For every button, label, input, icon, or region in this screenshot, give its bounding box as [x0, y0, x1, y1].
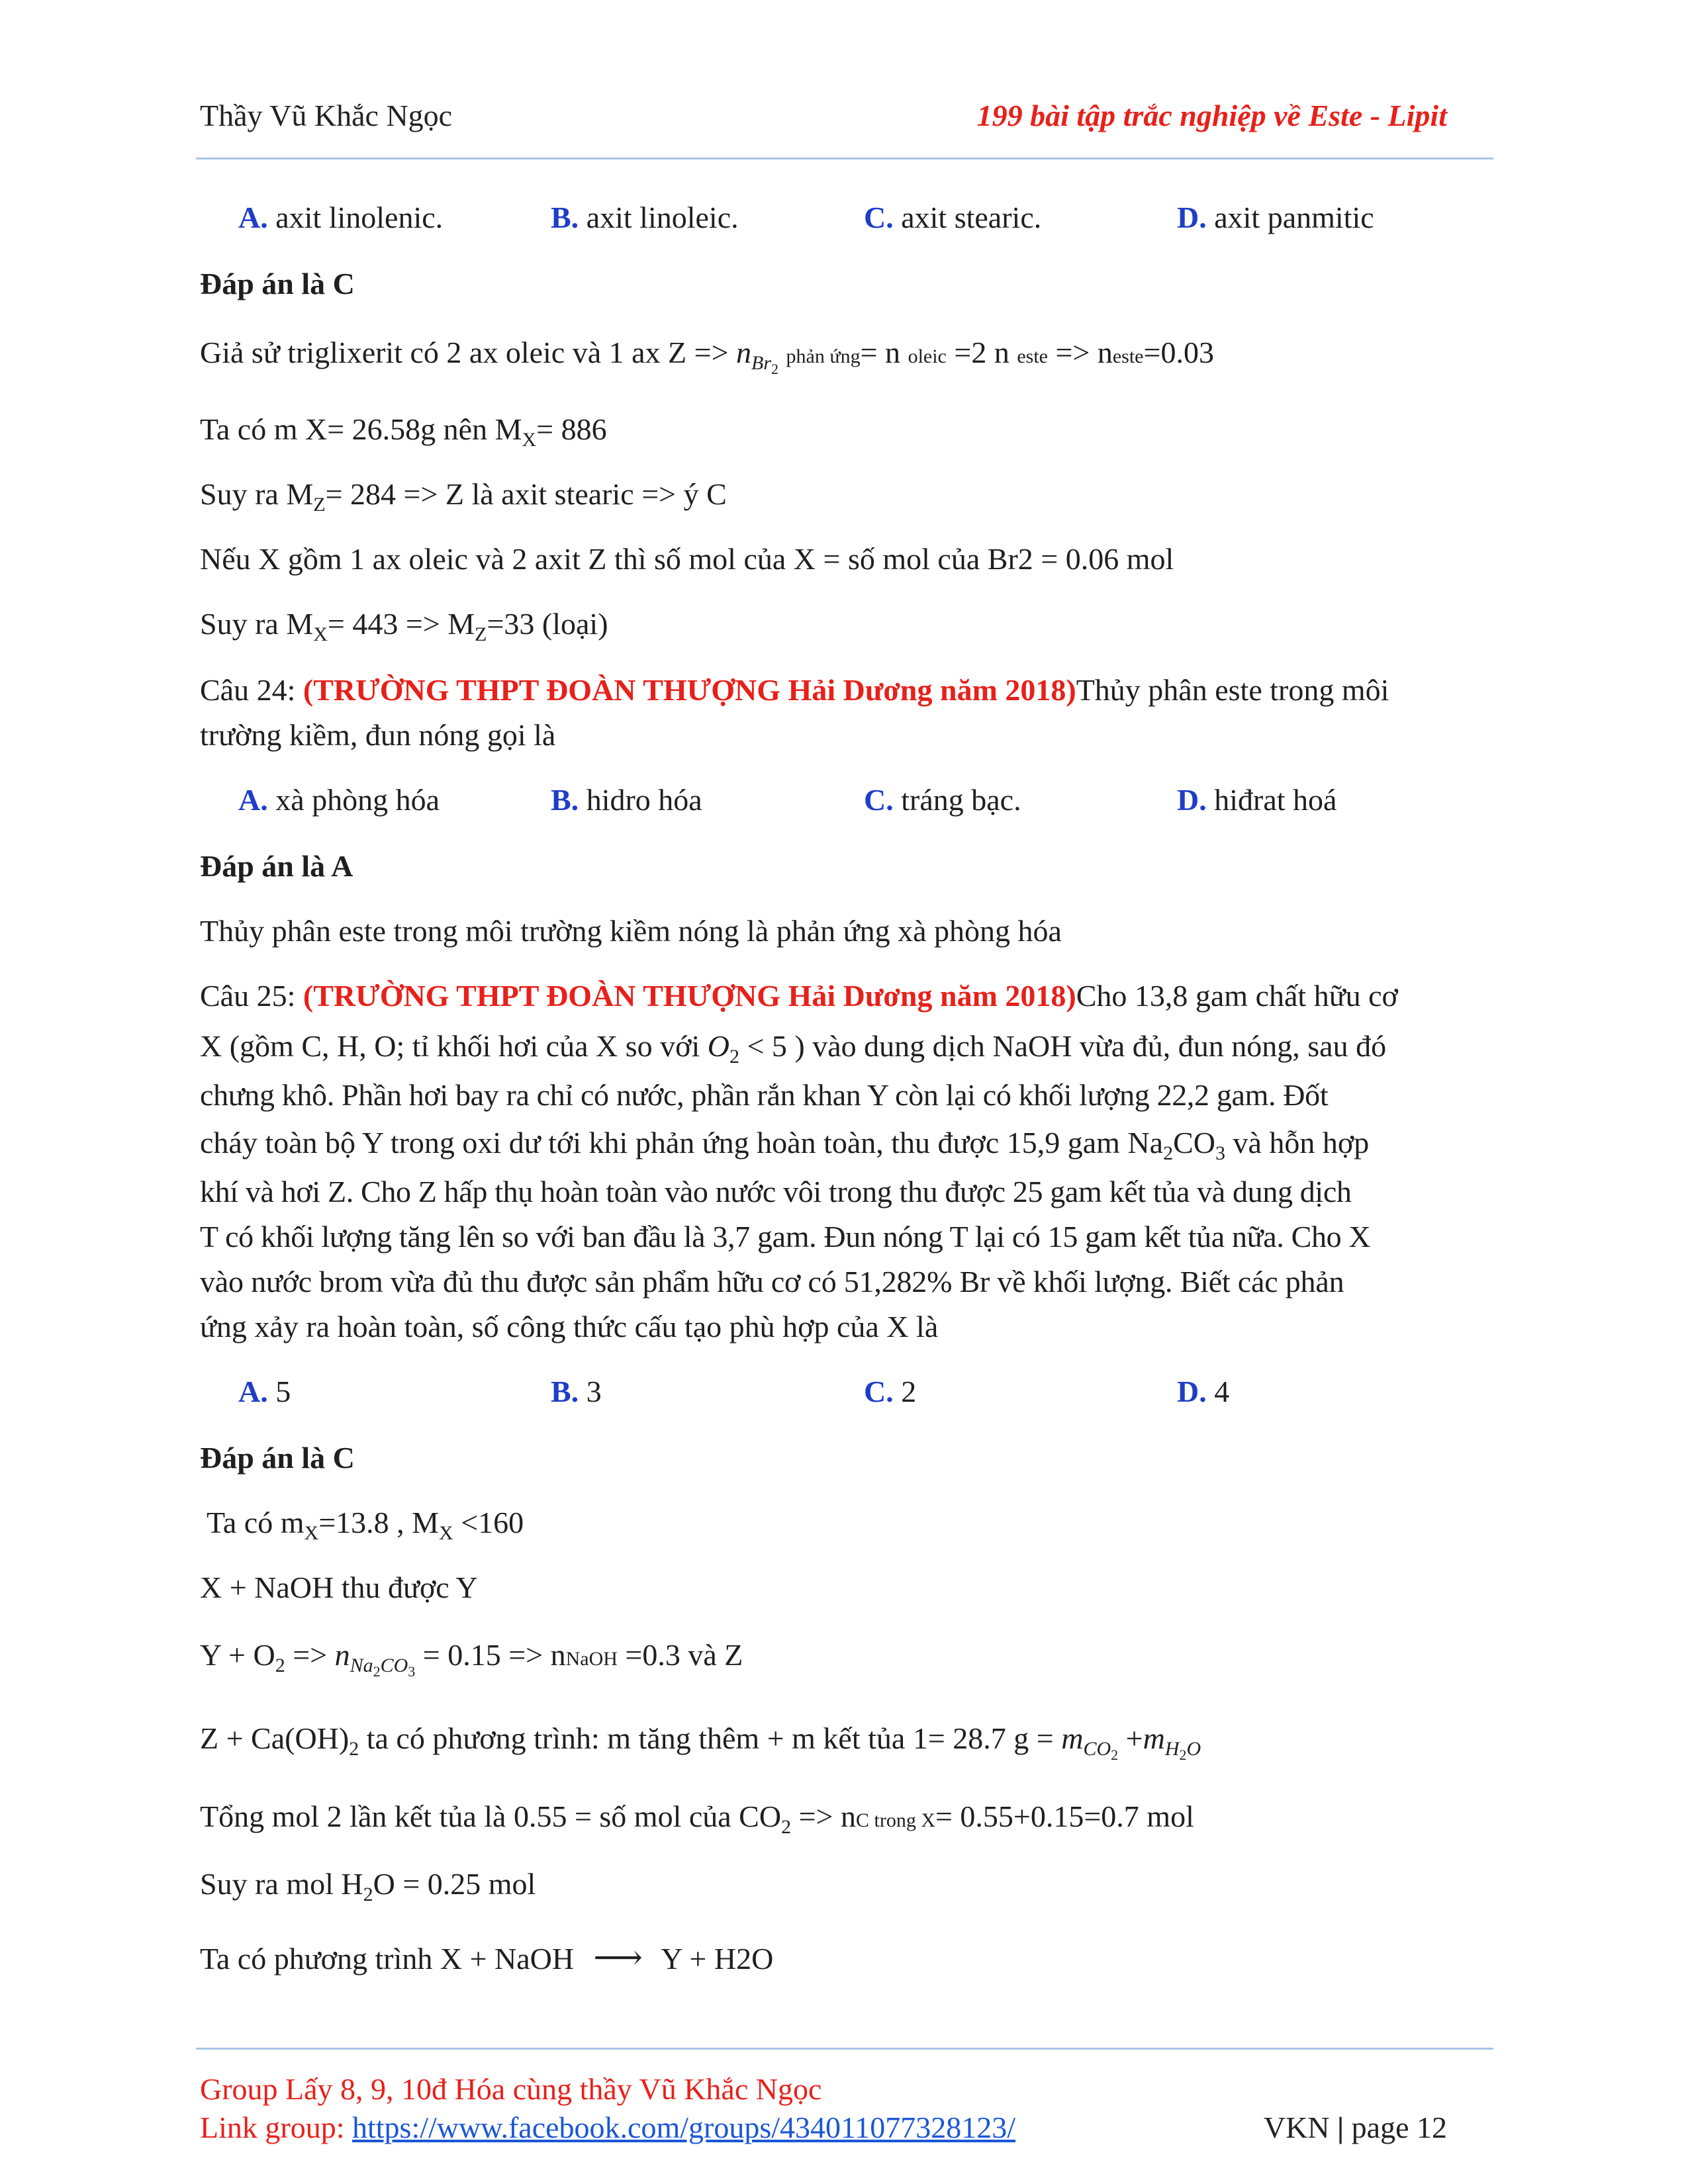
q25-question-line-5: khí và hơi Z. Cho Z hấp thụ hoàn toàn vào nước vôi trong thu được 25 gam kết tủa và dung dịch	[200, 1175, 1352, 1208]
header-title: 199 bài tập trắc nghiệp về Este - Lipit	[976, 99, 1447, 132]
q23-option-d: D. axit panmitic	[1177, 201, 1374, 234]
footer-divider	[196, 2048, 1493, 2050]
q25-question-line-8: ứng xảy ra hoàn toàn, số công thức cấu tạo phù hợp của X là	[200, 1310, 939, 1343]
q25-question-line-6: T có khối lượng tăng lên so với ban đầu là 3,7 gam. Đun nóng T lại có 15 gam kết tủa nữa. Cho X	[200, 1220, 1371, 1253]
q24-question-line-1: Câu 24: (TRƯỜNG THPT ĐOÀN THƯỢNG Hải Dương năm 2018)Thủy phân este trong môi	[200, 673, 1389, 707]
footer-group-name: Group Lấy 8, 9, 10đ Hóa cùng thầy Vũ Khắc Ngọc	[200, 2072, 822, 2106]
q23-answer: Đáp án là C	[200, 267, 355, 300]
footer-page-info: VKN | page 12	[1263, 2111, 1447, 2144]
q24-option-d: D. hiđrat hoá	[1177, 783, 1337, 817]
q24-question-line-2: trường kiềm, đun nóng gọi là	[200, 718, 556, 752]
q25-option-d: D. 4	[1177, 1375, 1230, 1408]
q23-option-a: A. axit linolenic.	[238, 201, 444, 234]
q24-answer: Đáp án là A	[200, 849, 353, 883]
reaction-arrow-icon: ⟶	[593, 1939, 643, 1977]
q25-solution-line-1: Ta có $m_X=13.8$ , $M_X <160$	[207, 1506, 524, 1545]
q25-option-b: B. 3	[551, 1375, 602, 1408]
header-divider	[196, 158, 1493, 159]
q23-explain-line-4: Nếu X gồm 1 ax oleic và 2 axit Z thì số mol của X = số mol của Br2 = 0.06 mol	[200, 542, 1174, 576]
q25-solution-line-5: Tổng mol 2 lần kết tủa là 0.55 = số mol của $CO_2$ => nC trong X= 0.55+0.15=0.7 mol	[200, 1799, 1194, 1839]
q24-explain: Thủy phân este trong môi trường kiềm nóng là phản ứng xà phòng hóa	[200, 914, 1062, 948]
q23-option-b: B. axit linoleic.	[551, 201, 739, 234]
q25-question-line-2: X (gồm C, H, O; tỉ khối hơi của X so với $O_2 < 5$ ) vào dung dịch NaOH vừa đủ, đun nóng, sau đó	[200, 1029, 1387, 1068]
q25-solution-line-6: Suy ra mol $H_2O = 0.25$ mol	[200, 1867, 536, 1906]
q25-option-c: C. 2	[864, 1375, 917, 1408]
footer-link-line: Link group: https://www.facebook.com/groups/434011077328123/	[200, 2111, 1016, 2144]
q25-question-line-7: vào nước brom vừa đủ thu được sản phẩm hữu cơ có 51,282% Br về khối lượng. Biết các phản	[200, 1265, 1344, 1298]
q25-question-line-3: chưng khô. Phần hơi bay ra chỉ có nước, phần rắn khan Y còn lại có khối lượng 22,2 gam. Đốt	[200, 1078, 1329, 1112]
q25-question-line-1: Câu 25: (TRƯỜNG THPT ĐOÀN THƯỢNG Hải Dương năm 2018)Cho 13,8 gam chất hữu cơ	[200, 979, 1398, 1013]
q24-option-a: A. xà phòng hóa	[238, 783, 440, 817]
q24-option-c: C. tráng bạc.	[864, 783, 1021, 817]
q23-explain-line-3: Suy ra $M_Z= 284 => Z$ là axit stearic => ý C	[200, 477, 727, 516]
q25-solution-line-2: X + NaOH thu được Y	[200, 1570, 478, 1604]
q25-option-a: A. 5	[238, 1375, 291, 1408]
q25-solution-line-7: Ta có phương trình X + NaOH ⟶ Y + H2O	[200, 1939, 774, 1977]
q25-solution-line-3: $Y + O_2 => n_{Na_2CO_3} = 0.15$ => nNaOH =0.3 và Z	[200, 1638, 743, 1680]
facebook-group-link[interactable]: https://www.facebook.com/groups/434011077328123/	[352, 2111, 1016, 2144]
q23-explain-line-1: Giả sử triglixerit có 2 ax oleic và 1 ax $Z => n_{Br_2}$ phản ứng= n oleic =2 n este => neste=0.03	[200, 336, 1214, 378]
q23-explain-line-2: Ta có m X= 26.58g nên $M_X= 886$	[200, 412, 607, 451]
q25-solution-line-4: $Z + Ca(OH)_2$ ta có phương trình: m tăng thêm + m kết tủa 1= 28.7 $g = m_{CO_2} +m_{H_2O}$	[200, 1721, 1201, 1764]
q25-question-line-4: cháy toàn bộ Y trong oxi dư tới khi phản ứng hoàn toàn, thu được 15,9 gam $Na_2CO_3$ và hỗn hợp	[200, 1126, 1370, 1165]
header-author: Thầy Vũ Khắc Ngọc	[200, 99, 453, 132]
q25-answer: Đáp án là C	[200, 1441, 355, 1475]
q24-option-b: B. hidro hóa	[551, 783, 702, 817]
q23-option-c: C. axit stearic.	[864, 201, 1042, 234]
q23-explain-line-5: Suy ra $M_X= 443 => M_Z=33$ (loại)	[200, 607, 608, 646]
